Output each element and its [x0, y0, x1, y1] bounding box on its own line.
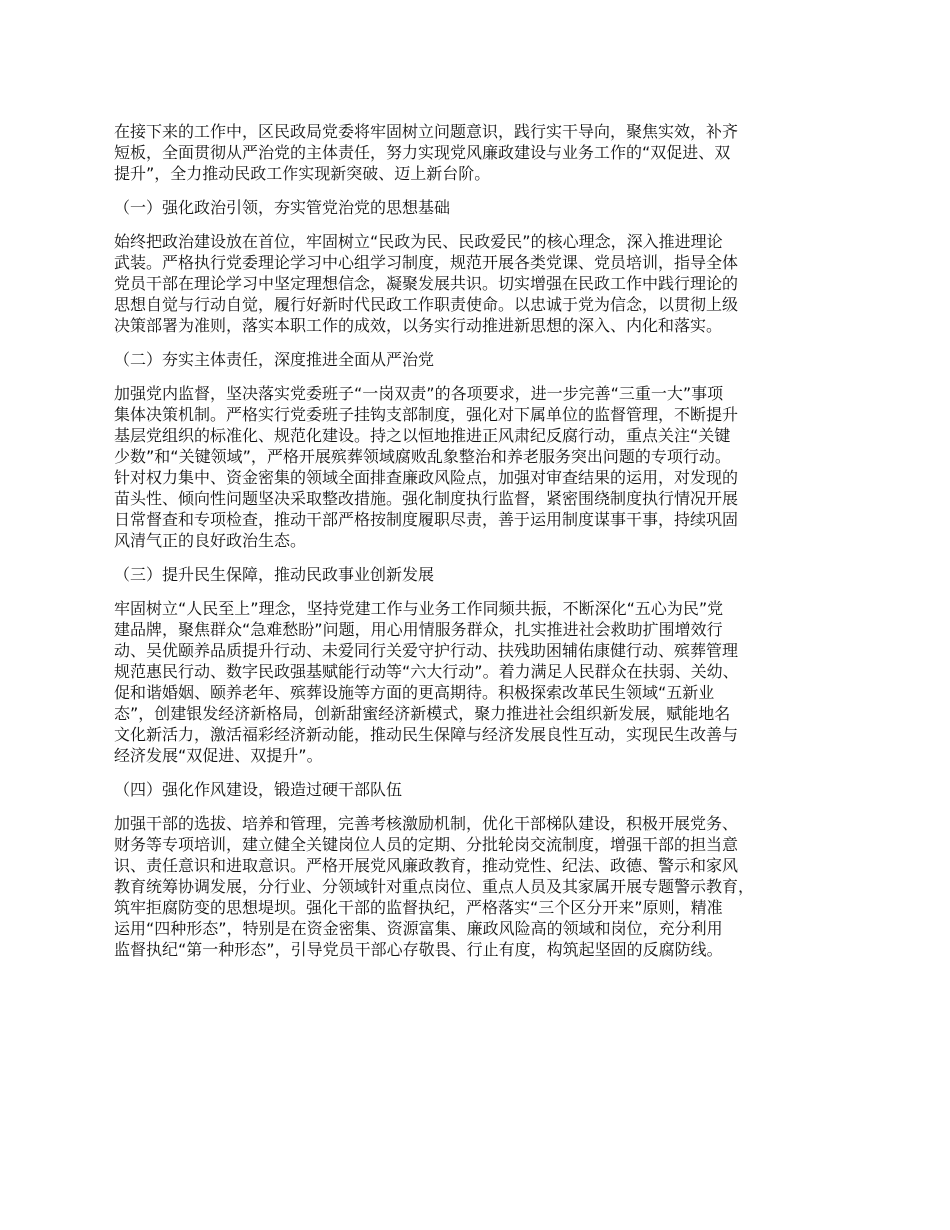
section-4-heading: （四）强化作风建设，锻造过硬干部队伍	[114, 780, 403, 799]
section-3-body: 牢固树立“人民至上”理念，坚持党建工作与业务工作同频共振，不断深化“五心为民”党 建品牌，聚焦群众“急难愁盼”问题，用心用情服务群众，扎实推进社会救助扩围增效行 动、吴优颐养品质提升行动、未爱同行关爱守护行动、扶残助困辅佑康健行动、殡葬管理 规范惠民行动、数字民政强基赋能行动等“六大行动”。着力满足人民群众在扶弱、关幼、 促和谐婚姻、颐养老年、殡葬设施等方面的更高期待。积极探索改革民生领域“五新业 态”，创建银发经济新格局，创新甜蜜经济新模式，聚力推进社会组织新发展，赋能地名 文化新活力，激活福彩经济新动能，推动民生保障与经济发展良性互动，实现民生改善与 经济发展“双促进、双提升”。	[114, 599, 739, 765]
section-1-heading: （一）强化政治引领，夯实管党治党的思想基础	[114, 198, 451, 217]
section-2-body: 加强党内监督，坚决落实党委班子“一岗双责”的各项要求，进一步完善“三重一大”事项 集体决策机制。严格实行党委班子挂钩支部制度，强化对下属单位的监督管理，不断提升 基层党组织的标准化、规范化建设。持之以恒地推进正风肃纪反腐行动，重点关注“关键 少数”和“关键领域”，严格开展殡葬领域腐败乱象整治和养老服务突出问题的专项行动。 针对权力集中、资金密集的领域全面排查廉政风险点，加强对审查结果的运用，对发现的 苗头性、倾向性问题坚决采取整改措施。强化制度执行监督，紧密围绕制度执行情况开展 日常督查和专项检查，推动干部严格按制度履职尽责，善于运用制度谋事干事，持续巩固 风清气正的良好政治生态。	[114, 384, 739, 550]
intro-paragraph: 在接下来的工作中，区民政局党委将牢固树立问题意识，践行实干导向，聚焦实效，补齐 短板，全面贯彻从严治党的主体责任，努力实现党风廉政建设与业务工作的“双促进、双 提升”，全力推动民政工作实现新突破、迈上新台阶。	[114, 122, 739, 183]
section-2-heading: （二）夯实主体责任，深度推进全面从严治党	[114, 350, 435, 369]
section-3-heading: （三）提升民生保障，推动民政事业创新发展	[114, 565, 435, 584]
section-1-body: 始终把政治建设放在首位，牢固树立“民政为民、民政爱民”的核心理念，深入推进理论 武装。严格执行党委理论学习中心组学习制度，规范开展各类党课、党员培训，指导全体 党员干部在理论学习中坚定理想信念，凝聚发展共识。切实增强在民政工作中践行理论的 思想自觉与行动自觉，履行好新时代民政工作职责使命。以忠诚于党为信念，以贯彻上级 决策部署为准则，落实本职工作的成效，以务实行动推进新思想的深入、内化和落实。	[114, 232, 739, 335]
section-4-body: 加强干部的选拔、培养和管理，完善考核激励机制，优化干部梯队建设，积极开展党务、 财务等专项培训，建立健全关键岗位人员的定期、分批轮岗交流制度，增强干部的担当意 识、责任意识和进取意识。严格开展党风廉政教育，推动党性、纪法、政德、警示和家风 教育统筹协调发展，分行业、分领域针对重点岗位、重点人员及其家属开展专题警示教育， 筑牢拒腐防变的思想堤坝。强化干部的监督执纪，严格落实“三个区分开来”原则，精准 运用“四种形态”，特别是在资金密集、资源富集、廉政风险高的领域和岗位，充分利用 监督执纪“第一种形态”，引导党员干部心存敬畏、行止有度，构筑起坚固的反腐防线。	[114, 814, 755, 959]
document-page	[114, 121, 844, 973]
